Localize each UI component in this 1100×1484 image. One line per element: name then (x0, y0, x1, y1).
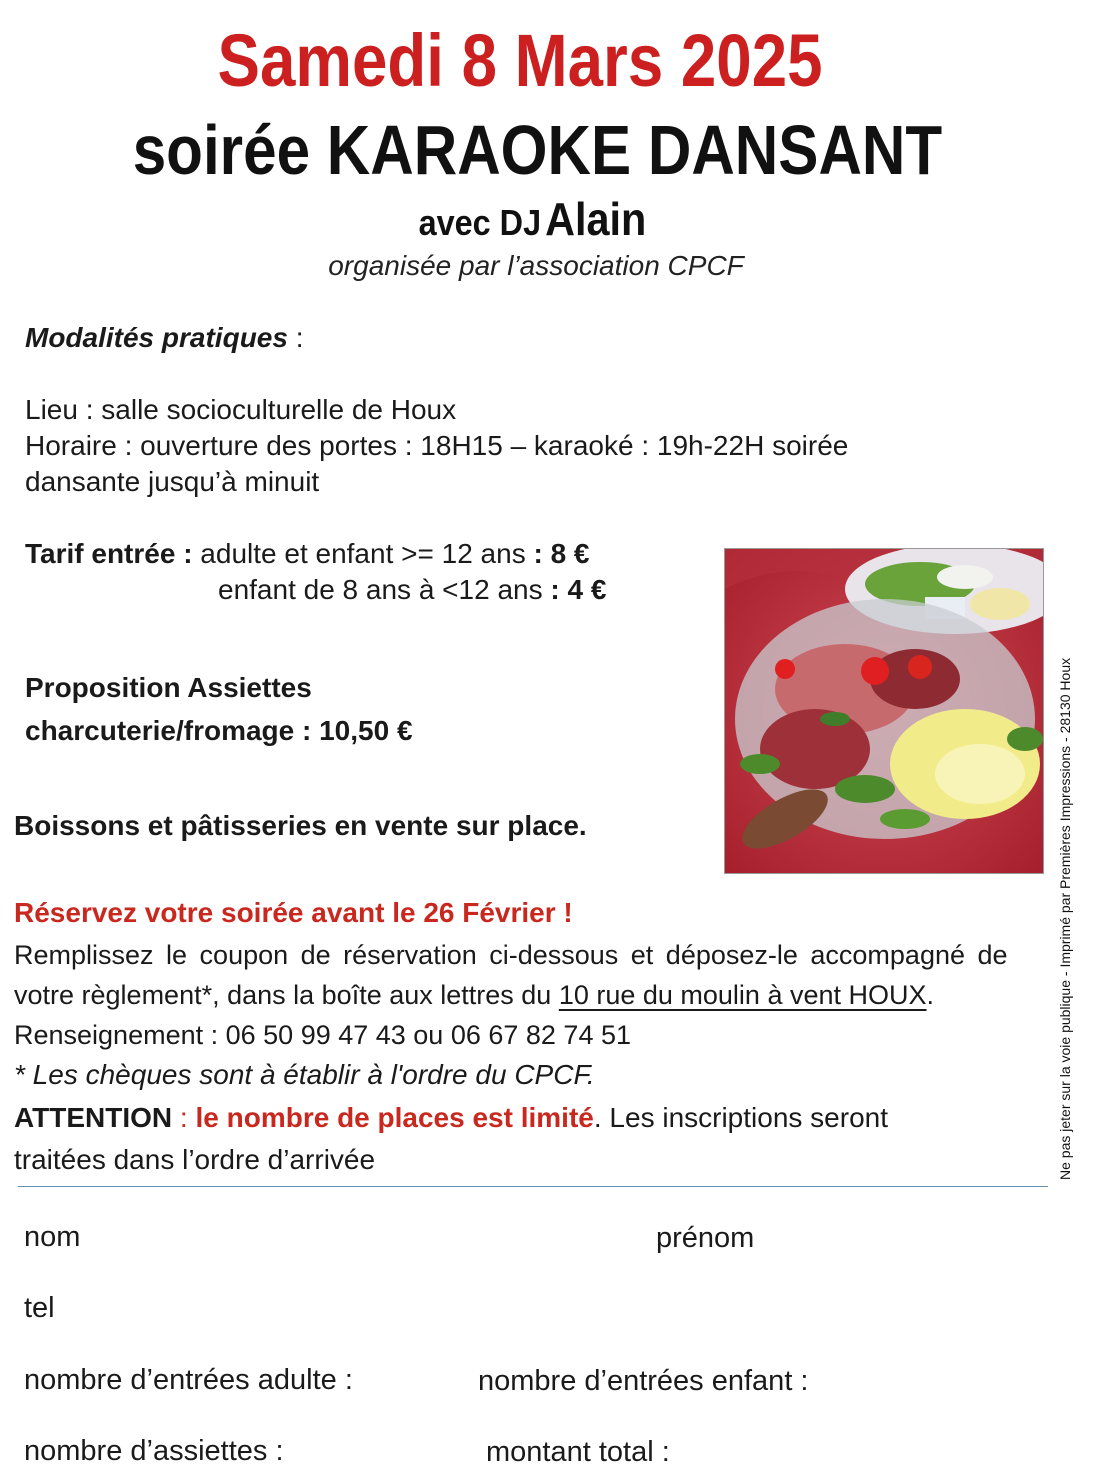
assiettes-line-2: charcuterie/fromage : 10,50 € (25, 715, 413, 746)
reservation-heading: Réservez votre soirée avant le 26 Février ! (14, 897, 573, 928)
modalites-heading: Modalités pratiques (25, 322, 288, 353)
print-side-note: Ne pas jeter sur la voie publique - Imprimé par Premières Impressions - 28130 Houx (1057, 657, 1073, 1180)
attention-label: ATTENTION (14, 1102, 173, 1133)
modalites-heading-suffix: : (287, 322, 304, 353)
tarif-child-text: enfant de 8 ans à <12 ans (218, 574, 551, 605)
field-plates: nombre d’assiettes : (24, 1435, 284, 1467)
tarif-child-line (218, 572, 606, 608)
attention-rest: . Les inscriptions seront (593, 1102, 888, 1133)
field-total-amount: montant total : (486, 1436, 670, 1468)
horaire-line-2: dansante jusqu’à minuit (25, 466, 320, 497)
attention-line (14, 1100, 888, 1136)
charcuterie-platter-image (724, 548, 1044, 874)
reservation-line-2-prefix: votre règlement*, dans la boîte aux lettres du (14, 980, 559, 1010)
field-prenom: prénom (656, 1222, 755, 1254)
reservation-line-2 (14, 977, 934, 1013)
modalites-heading-line (25, 320, 304, 356)
dj-name: Alain (545, 193, 647, 245)
attention-sep: : (172, 1102, 196, 1133)
field-child-entries: nombre d’entrées enfant : (478, 1365, 809, 1397)
field-adult-entries: nombre d’entrées adulte : (24, 1364, 353, 1396)
field-tel: tel (24, 1292, 55, 1324)
field-nom: nom (24, 1221, 81, 1253)
dj-prefix: avec DJ (418, 202, 542, 243)
organizer-line: organisée par l’association CPCF (328, 250, 744, 281)
platter-illustration (725, 549, 1043, 873)
address-text: 10 rue du moulin à vent HOUX (558, 980, 927, 1010)
attention-limit: le nombre de places est limité (195, 1102, 594, 1133)
reservation-line-1: Remplissez le coupon de réservation ci-dessous et déposez-le accompagné de (14, 940, 1008, 970)
attention-line-2: traitées dans l’ordre d’arrivée (14, 1144, 376, 1175)
assiettes-line-1: Proposition Assiettes (25, 672, 312, 703)
event-title: soirée KARAOKE DANSANT (132, 111, 943, 189)
tarif-label: Tarif entrée : (25, 538, 193, 569)
horaire-line-1: Horaire : ouverture des portes : 18H15 – karaoké : 19h-22H soirée (25, 430, 849, 461)
tarif-child-price: : 4 € (550, 574, 607, 605)
cheques-note: * Les chèques sont à établir à l'ordre du CPCF. (14, 1059, 595, 1090)
tarif-adult-price: : 8 € (533, 538, 590, 569)
event-date: Samedi 8 Mars 2025 (217, 19, 823, 102)
tarif-adult-text: adulte et enfant >= 12 ans (192, 538, 534, 569)
reservation-line-2-suffix: . (926, 980, 935, 1010)
coupon-divider (18, 1186, 1048, 1187)
dj-line (53, 192, 1012, 246)
boissons-line: Boissons et pâtisseries en vente sur place. (14, 810, 587, 841)
renseignement-line: Renseignement : 06 50 99 47 43 ou 06 67 82 74 51 (14, 1020, 631, 1050)
tarif-adult-line (25, 536, 590, 572)
lieu-line: Lieu : salle socioculturelle de Houx (25, 394, 457, 425)
